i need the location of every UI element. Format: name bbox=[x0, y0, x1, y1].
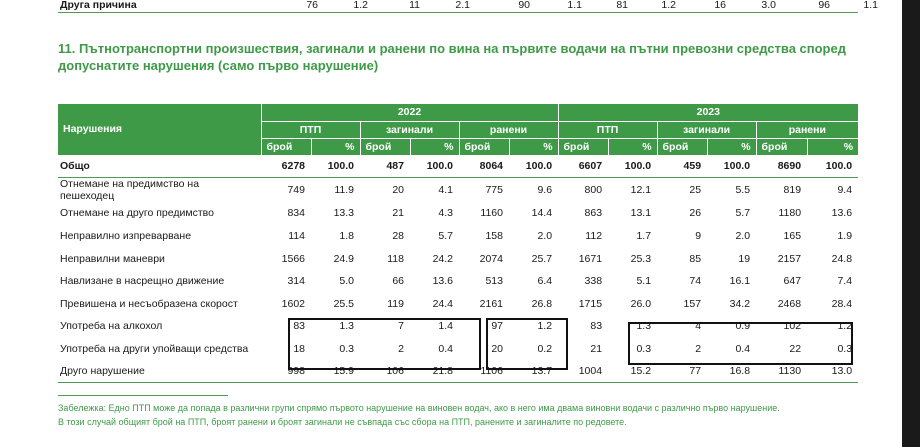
table-cell: 1.2 bbox=[537, 320, 553, 333]
table-cell: 13.3 bbox=[333, 207, 354, 220]
table-cell: 66 bbox=[392, 275, 404, 288]
unit-header: % bbox=[509, 138, 558, 155]
table-cell: 8690 bbox=[756, 155, 807, 178]
table-cell: 97 bbox=[491, 320, 503, 333]
row-label: Общо bbox=[58, 155, 261, 178]
table-cell: 13.7 bbox=[509, 360, 558, 383]
table-cell: 819 bbox=[783, 184, 802, 197]
table-cell: 4.1 bbox=[438, 184, 453, 197]
table-cell: 100.0 bbox=[807, 155, 858, 178]
row-label: Превишена и несъобразена скорост bbox=[60, 297, 238, 310]
table-cell: 106 bbox=[360, 360, 410, 383]
table-cell: 1130 bbox=[756, 360, 807, 383]
table-cell: 6607 bbox=[558, 155, 608, 178]
table-cell: 26 bbox=[689, 207, 702, 220]
table-cell: 4 bbox=[695, 320, 702, 333]
table-cell: 647 bbox=[783, 275, 802, 288]
table-cell: 15.9 bbox=[311, 360, 360, 383]
table-cell: 18 bbox=[293, 342, 305, 355]
table-cell: 13.1 bbox=[630, 207, 652, 220]
table-cell: 28.4 bbox=[831, 297, 853, 310]
table-cell: 9 bbox=[695, 229, 702, 242]
table-cell: 1566 bbox=[281, 252, 305, 265]
year-header: 2022 bbox=[261, 104, 558, 121]
table-cell: 100.0 bbox=[311, 155, 360, 178]
table-cell: 2468 bbox=[777, 297, 802, 310]
table-cell: 800 bbox=[584, 184, 603, 197]
table-cell: 1.4 bbox=[438, 320, 453, 333]
table-cell: 25.7 bbox=[531, 252, 553, 265]
row-label: Употреба на други упойващи средства bbox=[60, 342, 249, 355]
row-label: Навлизане в насрещно движение bbox=[60, 275, 225, 288]
footnote-rule bbox=[58, 395, 228, 396]
table-cell: 114 bbox=[288, 229, 305, 242]
row-header: Нарушения bbox=[58, 104, 261, 155]
table-cell: 74 bbox=[689, 275, 702, 288]
table-cell: 22 bbox=[789, 342, 802, 355]
previous-row-cell: 11 bbox=[409, 0, 420, 11]
table-cell: 25.5 bbox=[333, 297, 354, 310]
table-cell: 25.3 bbox=[630, 252, 652, 265]
table-cell: 24.9 bbox=[333, 252, 354, 265]
table-cell: 16.1 bbox=[729, 275, 751, 288]
table-cell: 118 bbox=[387, 252, 404, 265]
table-cell: 2157 bbox=[777, 252, 802, 265]
table-cell: 2 bbox=[695, 342, 702, 355]
footnote-line: Забележка: Едно ПТП може да попада в различни групи спрямо първото нарушение на виновен водач, ако в него има двама виновни водачи с различно първо нарушение. bbox=[58, 403, 780, 413]
row-label: Неправилно изпреварване bbox=[60, 229, 192, 242]
table-cell: 0.3 bbox=[636, 342, 652, 355]
table-cell: 459 bbox=[657, 155, 707, 178]
unit-header: брой bbox=[261, 138, 311, 155]
table-cell: 1715 bbox=[578, 297, 603, 310]
unit-header: % bbox=[410, 138, 459, 155]
table-cell: 8064 bbox=[459, 155, 509, 178]
row-label: Употреба на алкохол bbox=[60, 320, 163, 333]
table-cell: 100.0 bbox=[410, 155, 459, 178]
table-cell: 5.1 bbox=[636, 275, 652, 288]
table-cell: 21 bbox=[392, 207, 404, 220]
table-cell: 20 bbox=[392, 184, 404, 197]
table-cell: 25 bbox=[689, 184, 702, 197]
table-row bbox=[58, 202, 858, 225]
table-cell: 834 bbox=[287, 207, 305, 220]
table-cell: 16.8 bbox=[707, 360, 756, 383]
table-cell: 34.2 bbox=[729, 297, 751, 310]
table-cell: 0.4 bbox=[735, 342, 751, 355]
table-cell: 158 bbox=[485, 229, 503, 242]
table-cell: 2.0 bbox=[735, 229, 751, 242]
header-row-years bbox=[58, 104, 858, 121]
table-cell: 100.0 bbox=[608, 155, 657, 178]
table-cell: 15.2 bbox=[608, 360, 657, 383]
table-cell: 1180 bbox=[778, 207, 802, 220]
previous-row-cell: 1.1 bbox=[567, 0, 582, 11]
table-cell: 13.6 bbox=[831, 207, 853, 220]
previous-row-cell: 1.2 bbox=[661, 0, 676, 11]
table-row bbox=[58, 292, 858, 315]
table-cell: 1602 bbox=[281, 297, 305, 310]
table-cell: 21 bbox=[590, 342, 603, 355]
table-cell: 9.6 bbox=[537, 184, 553, 197]
section-title: 11. Пътнотранспортни произшествия, загинали и ранени по вина на първите водачи на пътни превозни средства според допуснатите нарушения (само първо нарушение) bbox=[58, 41, 846, 73]
unit-header: брой bbox=[558, 138, 608, 155]
table-cell: 0.2 bbox=[537, 342, 553, 355]
table-cell: 21.8 bbox=[410, 360, 459, 383]
window-edge bbox=[902, 0, 920, 447]
table-cell: 20 bbox=[491, 342, 503, 355]
table-cell: 998 bbox=[261, 360, 311, 383]
row-label: Друго нарушение bbox=[58, 360, 261, 383]
table-row bbox=[58, 247, 858, 270]
table-cell: 13.6 bbox=[432, 275, 453, 288]
table-cell: 7.4 bbox=[837, 275, 853, 288]
row-label: Неправилни маневри bbox=[60, 252, 165, 265]
table-cell: 12.1 bbox=[630, 184, 652, 197]
table-cell: 100.0 bbox=[509, 155, 558, 178]
unit-header: брой bbox=[756, 138, 807, 155]
table-body bbox=[58, 155, 858, 383]
table-cell: 1671 bbox=[578, 252, 603, 265]
table-cell: 314 bbox=[287, 275, 305, 288]
table-cell: 5.0 bbox=[339, 275, 354, 288]
table-cell: 749 bbox=[287, 184, 305, 197]
group-header: ПТП bbox=[261, 121, 360, 138]
table-row bbox=[58, 315, 858, 338]
table-cell: 1.8 bbox=[339, 229, 354, 242]
unit-header: % bbox=[608, 138, 657, 155]
year-header: 2023 bbox=[558, 104, 858, 121]
unit-header: брой bbox=[657, 138, 707, 155]
table-cell: 26.0 bbox=[630, 297, 652, 310]
table-row bbox=[58, 178, 858, 203]
table-cell: 5.7 bbox=[735, 207, 751, 220]
previous-row-cell: 90 bbox=[518, 0, 530, 11]
table-cell: 100.0 bbox=[707, 155, 756, 178]
previous-row-cell: 3.0 bbox=[761, 0, 776, 11]
table-row bbox=[58, 155, 858, 178]
table-row bbox=[58, 338, 858, 361]
table-cell: 2 bbox=[398, 342, 404, 355]
table-cell: 112 bbox=[585, 229, 603, 242]
row-label: Отнемане на предимство на пешеходец bbox=[60, 178, 200, 203]
table-cell: 863 bbox=[584, 207, 603, 220]
previous-table-last-row bbox=[58, 0, 878, 13]
table-row bbox=[58, 360, 858, 383]
table-cell: 0.3 bbox=[837, 342, 853, 355]
table-cell: 487 bbox=[360, 155, 410, 178]
table-cell: 338 bbox=[584, 275, 603, 288]
previous-row-label: Друга причина bbox=[60, 0, 137, 11]
previous-row-cell: 1.2 bbox=[353, 0, 368, 11]
unit-header: % bbox=[311, 138, 360, 155]
table-cell: 4.3 bbox=[438, 207, 453, 220]
previous-row-cell: 2.1 bbox=[455, 0, 470, 11]
table-cell: 1.9 bbox=[837, 229, 853, 242]
table-cell: 1004 bbox=[558, 360, 608, 383]
previous-row-cell: 81 bbox=[616, 0, 628, 11]
table-cell: 102 bbox=[783, 320, 802, 333]
row-label: Отнемане на друго предимство bbox=[60, 207, 214, 220]
table-row bbox=[58, 270, 858, 293]
footnote-line: В този случай общият брой на ПТП, броят ранени и броят загинали не съвпада със сбора на ПТП, ранените и загиналите по редовете. bbox=[58, 417, 627, 427]
table-cell: 13.0 bbox=[807, 360, 858, 383]
table-cell: 119 bbox=[387, 297, 404, 310]
table-cell: 0.9 bbox=[735, 320, 751, 333]
table-cell: 9.4 bbox=[837, 184, 853, 197]
table-cell: 5.5 bbox=[735, 184, 751, 197]
group-header: ранени bbox=[756, 121, 858, 138]
table-cell: 1.3 bbox=[636, 320, 652, 333]
violations-table bbox=[58, 104, 858, 383]
table-cell: 1160 bbox=[480, 207, 503, 220]
table-cell: 157 bbox=[683, 297, 702, 310]
table-cell: 19 bbox=[738, 252, 751, 265]
group-header: загинали bbox=[657, 121, 756, 138]
unit-header: % bbox=[707, 138, 756, 155]
previous-row-cell: 76 bbox=[306, 0, 318, 11]
group-header: загинали bbox=[360, 121, 459, 138]
table-cell: 1.3 bbox=[339, 320, 354, 333]
table-cell: 6278 bbox=[261, 155, 311, 178]
table-cell: 1.2 bbox=[837, 320, 853, 333]
table-cell: 513 bbox=[485, 275, 503, 288]
table-cell: 0.4 bbox=[438, 342, 453, 355]
table-cell: 83 bbox=[590, 320, 603, 333]
unit-header: брой bbox=[360, 138, 410, 155]
table-cell: 28 bbox=[392, 229, 404, 242]
previous-row-cell: 1.1 bbox=[863, 0, 878, 11]
table-cell: 775 bbox=[485, 184, 503, 197]
table-cell: 6.4 bbox=[537, 275, 553, 288]
table-cell: 1.7 bbox=[636, 229, 652, 242]
group-header: ранени bbox=[459, 121, 558, 138]
table-cell: 14.4 bbox=[531, 207, 553, 220]
table-cell: 0.3 bbox=[339, 342, 354, 355]
table-cell: 2074 bbox=[479, 252, 503, 265]
table-cell: 2.0 bbox=[537, 229, 553, 242]
table-cell: 7 bbox=[398, 320, 404, 333]
table-cell: 1106 bbox=[459, 360, 509, 383]
table-cell: 77 bbox=[657, 360, 707, 383]
table-cell: 24.4 bbox=[432, 297, 453, 310]
table-cell: 24.8 bbox=[831, 252, 853, 265]
table-row bbox=[58, 225, 858, 248]
table-cell: 24.2 bbox=[432, 252, 453, 265]
table-cell: 11.9 bbox=[334, 184, 354, 197]
group-header: ПТП bbox=[558, 121, 657, 138]
previous-row-cell: 16 bbox=[714, 0, 726, 11]
previous-row-cell: 96 bbox=[818, 0, 830, 11]
table-cell: 83 bbox=[293, 320, 305, 333]
table-cell: 2161 bbox=[479, 297, 503, 310]
unit-header: % bbox=[807, 138, 858, 155]
table-cell: 165 bbox=[783, 229, 802, 242]
unit-header: брой bbox=[459, 138, 509, 155]
table-cell: 26.8 bbox=[531, 297, 553, 310]
table-cell: 5.7 bbox=[438, 229, 453, 242]
table-cell: 85 bbox=[689, 252, 702, 265]
